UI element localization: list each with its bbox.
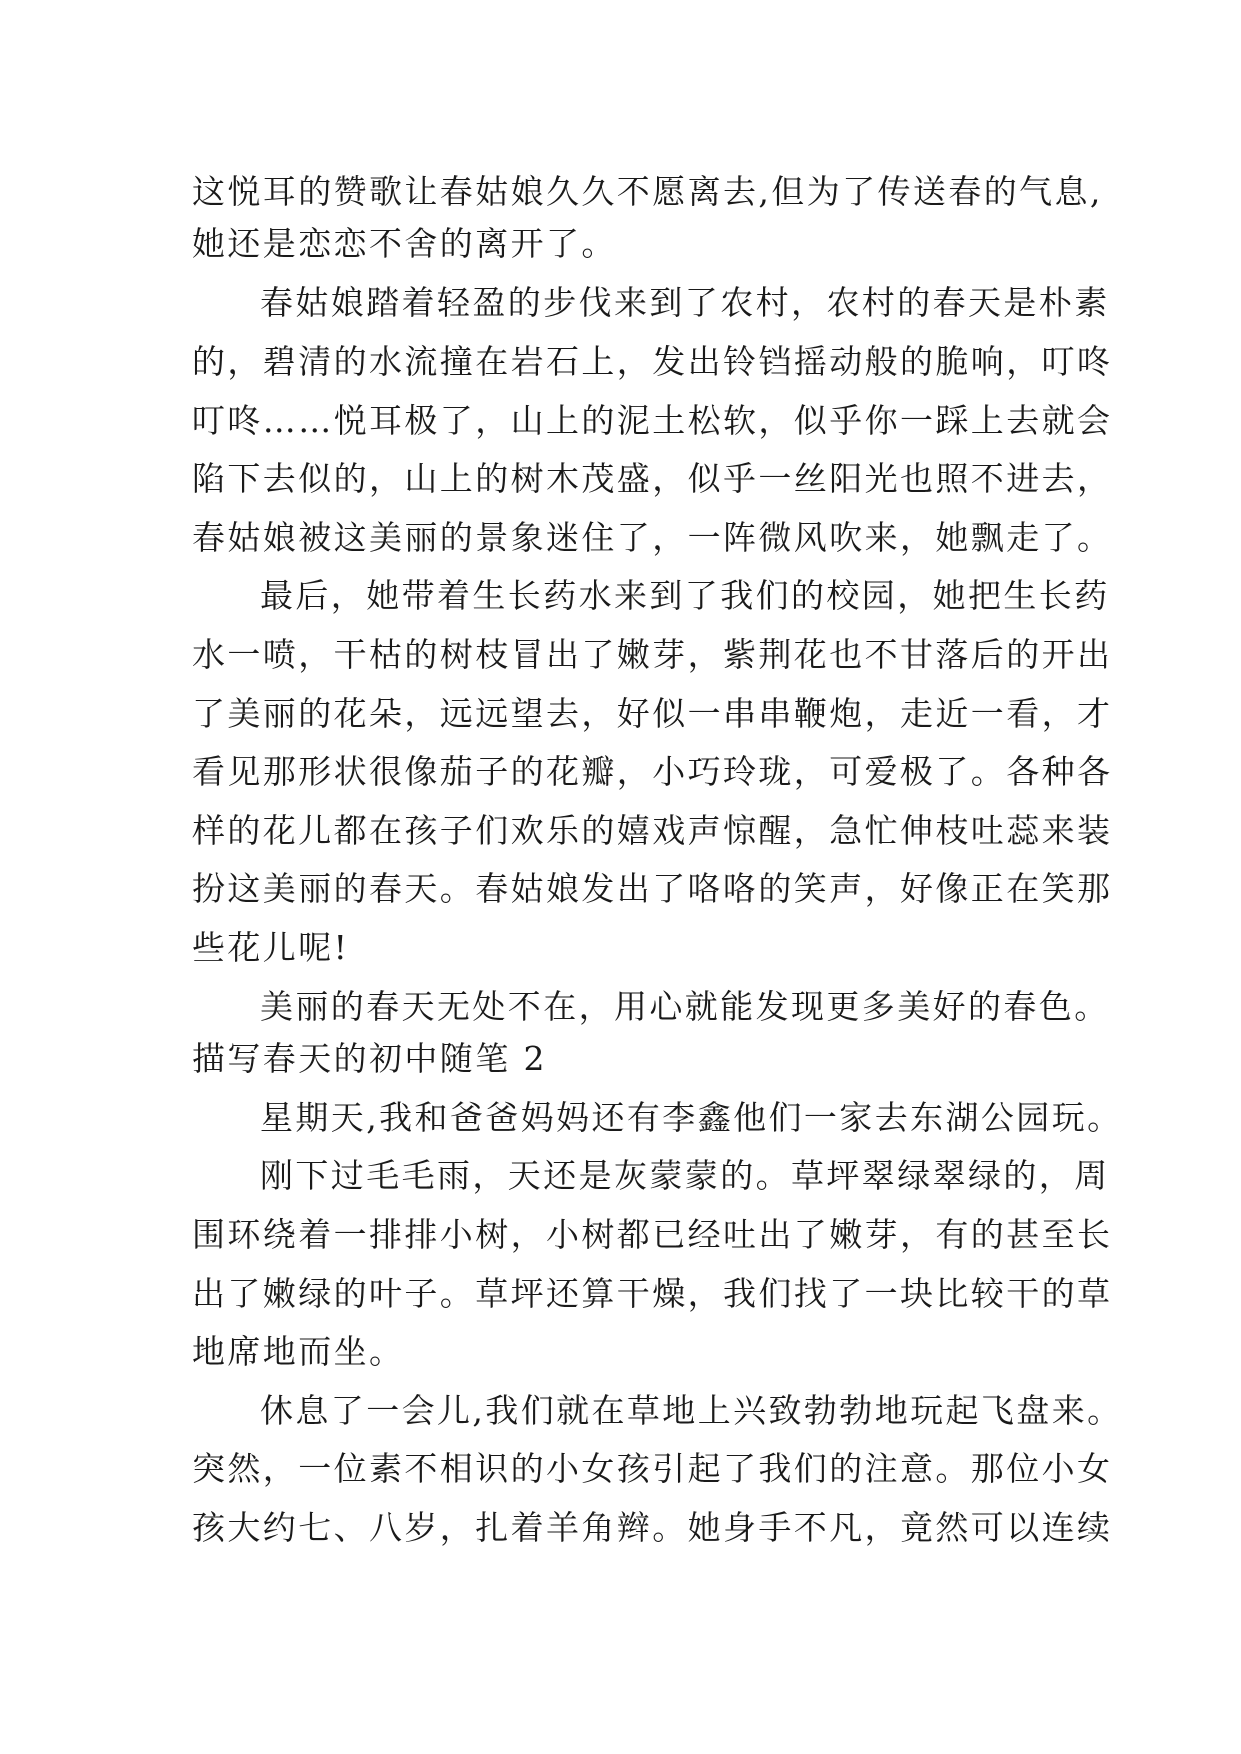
- text-line: 围环绕着一排排小树，小树都已经吐出了嫩芽，有的甚至长: [192, 1215, 1113, 1254]
- text-line: 些花儿呢!: [192, 928, 350, 967]
- text-line: 她还是恋恋不舍的离开了。: [192, 224, 617, 263]
- section-heading: 描写春天的初中随笔 2: [192, 1039, 547, 1078]
- text-line: 这悦耳的赞歌让春姑娘久久不愿离去,但为了传送春的气息,: [192, 172, 1103, 211]
- text-line: 星期天,我和爸爸妈妈还有李鑫他们一家去东湖公园玩。: [260, 1098, 1123, 1137]
- text-line: 刚下过毛毛雨，天还是灰蒙蒙的。草坪翠绿翠绿的，周: [260, 1156, 1110, 1195]
- text-line: 地席地而坐。: [192, 1332, 405, 1371]
- text-line: 美丽的春天无处不在，用心就能发现更多美好的春色。: [260, 987, 1110, 1026]
- text-line: 休息了一会儿,我们就在草地上兴致勃勃地玩起飞盘来。: [260, 1391, 1123, 1430]
- text-line: 春姑娘踏着轻盈的步伐来到了农村，农村的春天是朴素: [260, 283, 1110, 322]
- text-line: 陷下去似的，山上的树木茂盛，似乎一丝阳光也照不进去，: [192, 459, 1113, 498]
- text-line: 样的花儿都在孩子们欢乐的嬉戏声惊醒，急忙伸枝吐蕊来装: [192, 811, 1113, 850]
- text-line: 孩大约七、八岁，扎着羊角辫。她身手不凡，竟然可以连续: [192, 1508, 1113, 1547]
- text-line: 看见那形状很像茄子的花瓣，小巧玲珑，可爱极了。各种各: [192, 752, 1113, 791]
- text-line: 突然，一位素不相识的小女孩引起了我们的注意。那位小女: [192, 1449, 1113, 1488]
- text-line: 叮咚……悦耳极了，山上的泥土松软，似乎你一踩上去就会: [192, 401, 1113, 440]
- text-line: 水一喷，干枯的树枝冒出了嫩芽，紫荆花也不甘落后的开出: [192, 635, 1113, 674]
- text-line: 出了嫩绿的叶子。草坪还算干燥，我们找了一块比较干的草: [192, 1274, 1113, 1313]
- text-line: 春姑娘被这美丽的景象迷住了，一阵微风吹来，她飘走了。: [192, 518, 1113, 557]
- text-line: 了美丽的花朵，远远望去，好似一串串鞭炮，走近一看，才: [192, 694, 1113, 733]
- text-line: 扮这美丽的春天。春姑娘发出了咯咯的笑声，好像正在笑那: [192, 869, 1113, 908]
- text-line: 的，碧清的水流撞在岩石上，发出铃铛摇动般的脆响，叮咚: [192, 342, 1113, 381]
- text-line: 最后，她带着生长药水来到了我们的校园，她把生长药: [260, 576, 1110, 615]
